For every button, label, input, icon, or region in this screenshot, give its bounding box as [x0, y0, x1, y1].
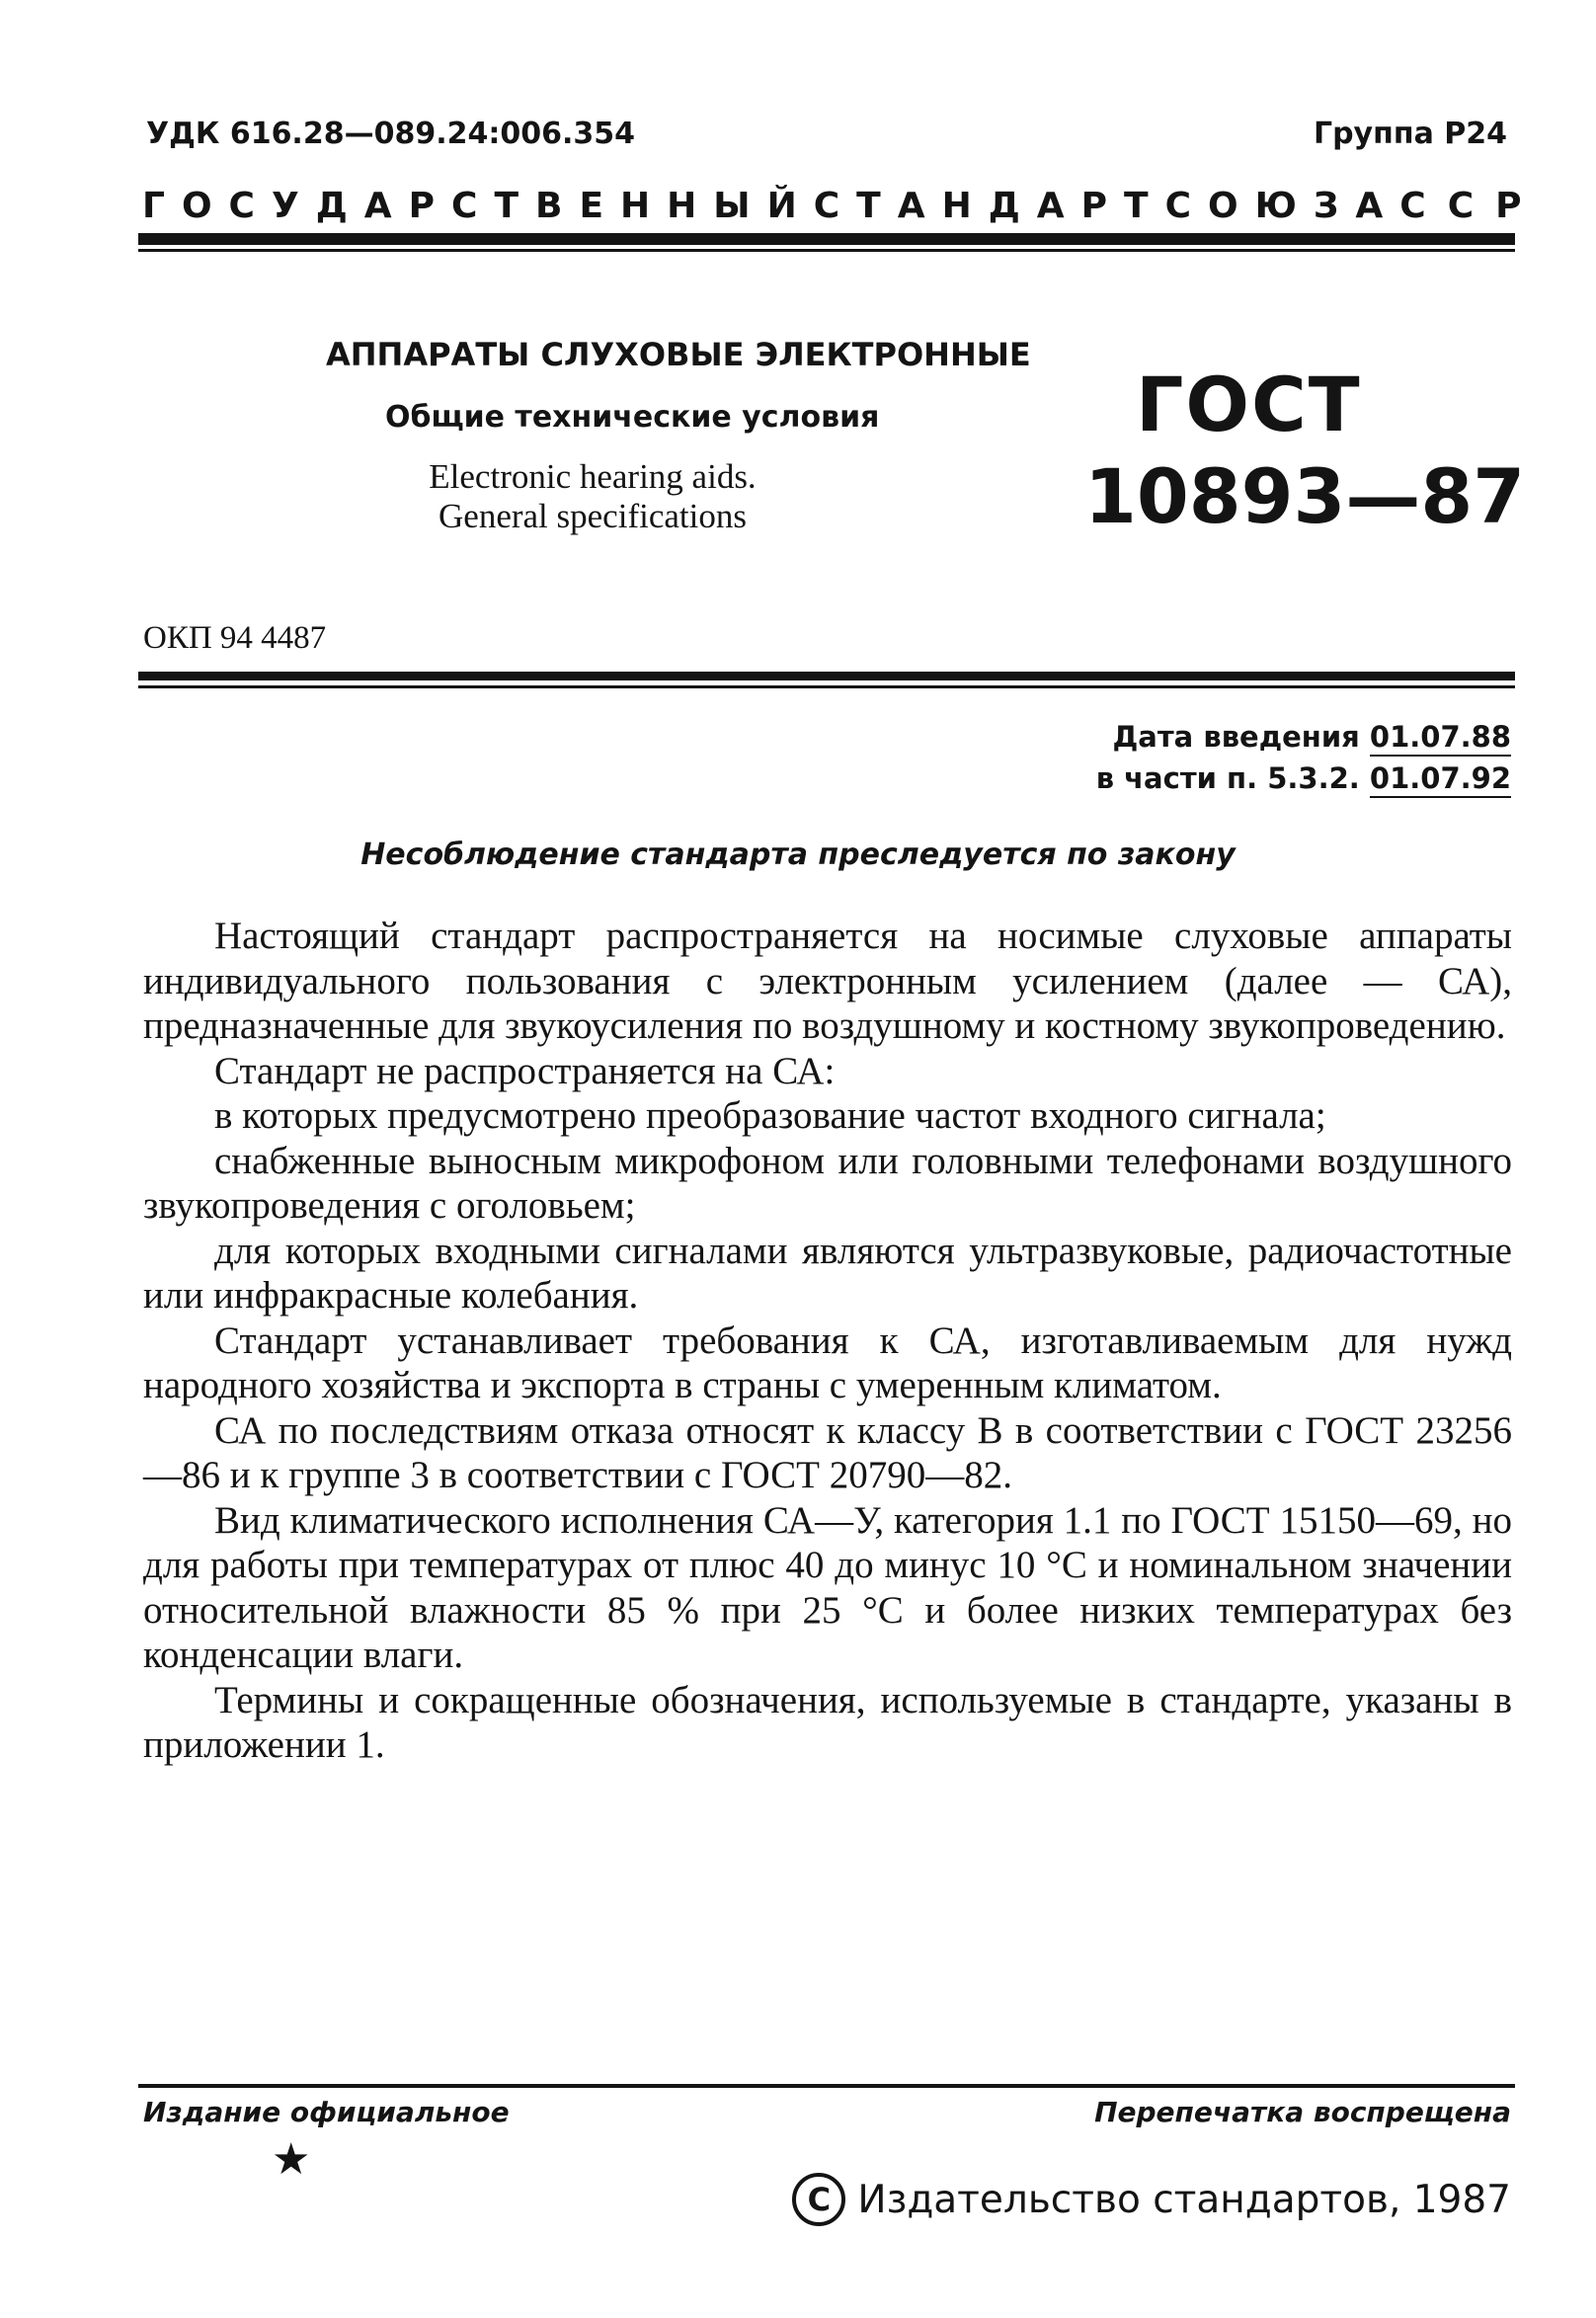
reprint-prohibited: Перепечатка воспрещена — [1094, 2096, 1511, 2128]
title-en-line-1: Electronic hearing aids. — [429, 457, 757, 496]
part-date-label: в части п. 5.3.2. — [1095, 761, 1360, 795]
copyright-text: Издательство стандартов, 1987 — [857, 2177, 1511, 2222]
effective-dates — [1096, 716, 1511, 799]
document-title-en — [385, 457, 800, 536]
paragraph: для которых входными сигналами являются ультразвуковые, радиочастотные или инфракрасные колебания. — [143, 1229, 1512, 1317]
paragraph: Термины и сокращенные обозначения, используемые в стандарте, указаны в приложении 1. — [143, 1678, 1512, 1766]
copyright — [792, 2173, 1511, 2226]
state-standard-banner — [142, 186, 1544, 226]
group-code: Группа Р24 — [1313, 117, 1507, 151]
gost-label: ГОСТ — [1136, 360, 1362, 448]
title-en-line-2: General specifications — [439, 497, 747, 535]
document-subtitle-ru: Общие технические условия — [385, 400, 880, 435]
intro-date-line — [1096, 716, 1511, 758]
banner-word-ssr: ССР — [1399, 186, 1544, 226]
footer-rule — [138, 2084, 1515, 2088]
paragraph: Вид климатического исполнения СА—У, категория 1.1 по ГОСТ 15150—69, но для работы при температурах от плюс 40 до минус 10 °С и номинальном значении относительной влажности 85 % при 25 °С и более низких температурах без конденсации влаги. — [143, 1498, 1512, 1676]
gost-number: 10893—87 — [1084, 452, 1526, 540]
law-notice: Несоблюдение стандарта преследуется по закону — [360, 838, 1236, 872]
body-text — [143, 914, 1512, 1768]
paragraph: снабженные выносным микрофоном или головными телефонами воздушного звукопроведения с оголовьем; — [143, 1139, 1512, 1227]
title-rule-thin — [138, 685, 1515, 688]
title-rule-thick — [138, 672, 1515, 680]
paragraph: в которых предусмотрено преобразование частот входного сигнала; — [214, 1094, 1326, 1137]
paragraph: Стандарт не распространяется на СА: — [214, 1049, 836, 1092]
header-rule-thick — [138, 233, 1515, 245]
banner-word-state: ГОСУДАРСТВЕННЫЙ — [142, 186, 814, 226]
copyright-icon: C — [792, 2173, 845, 2226]
header-rule-thin — [138, 249, 1515, 252]
banner-word-union: СОЮЗА — [1164, 186, 1400, 226]
banner-word-standard: СТАНДАРТ — [813, 186, 1165, 226]
part-date-line — [1096, 758, 1511, 799]
intro-date-value: 01.07.88 — [1370, 720, 1511, 757]
paragraph: Настоящий стандарт распространяется на носимые слуховые аппараты индивидуального пользования с электронным усилением (далее — СА), предназначенные для звукоусиления по воздушному и костному звукопроведению. — [143, 915, 1512, 1047]
part-date-value: 01.07.92 — [1370, 761, 1511, 798]
intro-date-label: Дата введения — [1112, 720, 1360, 754]
udk-code: УДК 616.28—089.24:006.354 — [146, 117, 635, 151]
paragraph: Стандарт устанавливает требования к СА, изготавливаемым для нужд народного хозяйства и экспорта в страны с умеренным климатом. — [143, 1319, 1512, 1406]
official-edition: Издание официальное — [143, 2096, 510, 2128]
star-icon: ★ — [272, 2135, 311, 2184]
okp-code: ОКП 94 4487 — [143, 620, 327, 656]
paragraph: СА по последствиям отказа относят к классу В в соответствии с ГОСТ 23256—86 и к группе 3 в соответствии с ГОСТ 20790—82. — [143, 1408, 1512, 1496]
document-title-ru: АППАРАТЫ СЛУХОВЫЕ ЭЛЕКТРОННЫЕ — [326, 336, 1031, 373]
